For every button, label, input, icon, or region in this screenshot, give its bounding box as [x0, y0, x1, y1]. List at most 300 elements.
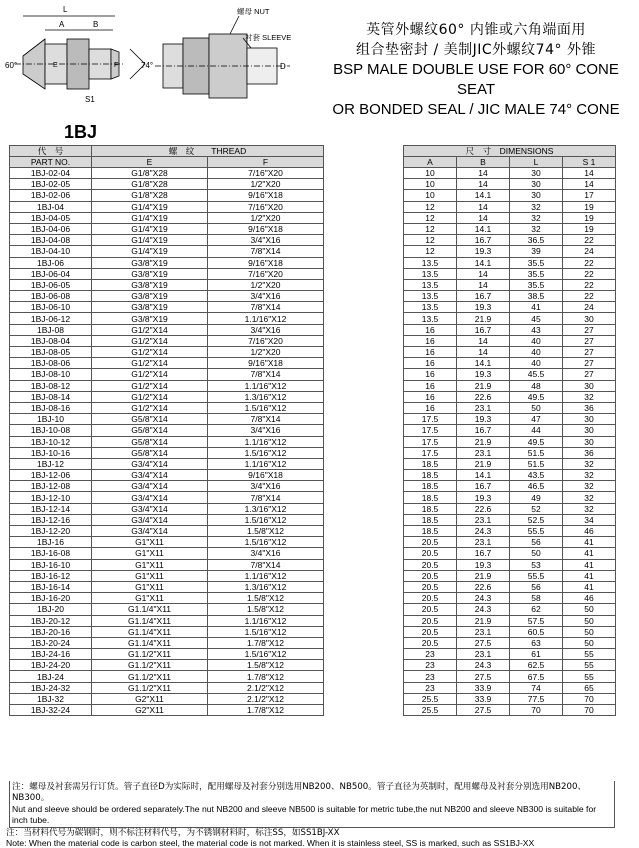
dim-S1-cell: 32	[563, 481, 616, 492]
part-no-cell: 1BJ-06-04	[10, 268, 92, 279]
dim-A-cell: 18.5	[404, 470, 457, 481]
header-code-cn: 代 号	[10, 146, 92, 157]
thread-F-cell: 2.1/2"X12	[208, 682, 324, 693]
thread-F-cell: 7/8"X14	[208, 369, 324, 380]
header-dimensions: 尺 寸 DIMENSIONS	[404, 146, 616, 157]
thread-E-cell: G1.1/2"X11	[92, 682, 208, 693]
table-row	[10, 649, 616, 660]
thread-F-cell: 1.5/8"X12	[208, 526, 324, 537]
thread-E-cell: G3/4"X14	[92, 514, 208, 525]
header-gap	[324, 146, 404, 157]
dim-A-cell: 23	[404, 660, 457, 671]
thread-F-cell: 7/16"X20	[208, 335, 324, 346]
footer-en: Note: When the material code is carbon steel, the material code is not marked. When it is stainless steel, SS is marked, such as SS1BJ-XX	[6, 838, 535, 848]
header-gap	[324, 157, 404, 168]
table-row	[10, 347, 616, 358]
gap-cell	[324, 369, 404, 380]
part-no-cell: 1BJ-08-16	[10, 402, 92, 413]
dim-A-cell: 17.5	[404, 425, 457, 436]
dim-A-cell: 17.5	[404, 414, 457, 425]
dim-B-cell: 27.5	[457, 671, 510, 682]
label-74: 74°	[141, 61, 154, 70]
thread-F-cell: 7/8"X14	[208, 492, 324, 503]
dim-B-cell: 19.3	[457, 302, 510, 313]
dim-A-cell: 13.5	[404, 313, 457, 324]
thread-F-cell: 1.5/8"X12	[208, 593, 324, 604]
label-D: D	[280, 62, 286, 71]
dim-L-cell: 77.5	[510, 693, 563, 704]
thread-F-cell: 1/2"X20	[208, 212, 324, 223]
thread-E-cell: G1/8"X28	[92, 179, 208, 190]
dim-A-cell: 20.5	[404, 604, 457, 615]
dim-S1-cell: 27	[563, 324, 616, 335]
gap-cell	[324, 492, 404, 503]
dim-L-cell: 50	[510, 548, 563, 559]
thread-E-cell: G5/8"X14	[92, 425, 208, 436]
gap-cell	[324, 425, 404, 436]
label-F: F	[114, 62, 119, 69]
thread-E-cell: G3/8"X19	[92, 302, 208, 313]
part-no-cell: 1BJ-08-05	[10, 347, 92, 358]
spec-table	[9, 145, 616, 716]
table-row	[10, 615, 616, 626]
part-no-cell: 1BJ-12-08	[10, 481, 92, 492]
dim-B-cell: 14.1	[457, 190, 510, 201]
gap-cell	[324, 637, 404, 648]
gap-cell	[324, 626, 404, 637]
thread-E-cell: G5/8"X14	[92, 414, 208, 425]
gap-cell	[324, 358, 404, 369]
table-row	[10, 559, 616, 570]
dim-B-cell: 23.1	[457, 402, 510, 413]
thread-F-cell: 7/8"X14	[208, 414, 324, 425]
table-row	[10, 705, 616, 716]
dim-S1-cell: 24	[563, 246, 616, 257]
dim-A-cell: 20.5	[404, 626, 457, 637]
dim-A-cell: 20.5	[404, 548, 457, 559]
dim-A-cell: 16	[404, 358, 457, 369]
label-60: 60°	[5, 61, 18, 70]
dim-L-cell: 49	[510, 492, 563, 503]
dim-S1-cell: 55	[563, 671, 616, 682]
part-no-cell: 1BJ-24	[10, 671, 92, 682]
dim-L-cell: 30	[510, 179, 563, 190]
thread-F-cell: 1.7/8"X12	[208, 637, 324, 648]
gap-cell	[324, 402, 404, 413]
table-row	[10, 380, 616, 391]
thread-F-cell: 1.5/8"X12	[208, 604, 324, 615]
thread-E-cell: G1"X11	[92, 548, 208, 559]
dim-A-cell: 16	[404, 347, 457, 358]
dim-A-cell: 12	[404, 223, 457, 234]
gap-cell	[324, 380, 404, 391]
dim-S1-cell: 19	[563, 223, 616, 234]
part-no-cell: 1BJ-04-05	[10, 212, 92, 223]
gap-cell	[324, 279, 404, 290]
dim-A-cell: 16	[404, 335, 457, 346]
table-row	[10, 526, 616, 537]
thread-E-cell: G1/2"X14	[92, 380, 208, 391]
part-no-cell: 1BJ-12-10	[10, 492, 92, 503]
gap-cell	[324, 391, 404, 402]
thread-F-cell: 1.3/16"X12	[208, 391, 324, 402]
dim-S1-cell: 50	[563, 604, 616, 615]
dim-L-cell: 50	[510, 402, 563, 413]
dim-B-cell: 14	[457, 279, 510, 290]
thread-F-cell: 1.5/16"X12	[208, 537, 324, 548]
thread-F-cell: 3/4"X16	[208, 481, 324, 492]
dim-L-cell: 51.5	[510, 447, 563, 458]
thread-E-cell: G3/8"X19	[92, 257, 208, 268]
gap-cell	[324, 682, 404, 693]
dim-B-cell: 19.3	[457, 369, 510, 380]
dim-B-cell: 33.9	[457, 682, 510, 693]
dim-A-cell: 12	[404, 246, 457, 257]
dim-S1-cell: 30	[563, 425, 616, 436]
thread-F-cell: 1.1/16"X12	[208, 436, 324, 447]
gap-cell	[324, 570, 404, 581]
dim-B-cell: 16.7	[457, 235, 510, 246]
dim-L-cell: 49.5	[510, 436, 563, 447]
dim-L-cell: 67.5	[510, 671, 563, 682]
table-row	[10, 201, 616, 212]
dim-B-cell: 23.1	[457, 537, 510, 548]
table-row	[10, 190, 616, 201]
dim-S1-cell: 36	[563, 447, 616, 458]
dim-A-cell: 20.5	[404, 581, 457, 592]
gap-cell	[324, 335, 404, 346]
dim-A-cell: 16	[404, 391, 457, 402]
part-no-cell: 1BJ-10-08	[10, 425, 92, 436]
part-no-cell: 1BJ-12-20	[10, 526, 92, 537]
gap-cell	[324, 168, 404, 179]
dim-B-cell: 19.3	[457, 414, 510, 425]
table-row	[10, 257, 616, 268]
header-A: A	[404, 157, 457, 168]
thread-E-cell: G1.1/4"X11	[92, 626, 208, 637]
title-cn-2: 组合垫密封 / 美制JIC外螺纹74° 外锥	[356, 42, 596, 58]
table-row	[10, 425, 616, 436]
thread-F-cell: 1.1/16"X12	[208, 615, 324, 626]
dim-L-cell: 56	[510, 537, 563, 548]
table-row	[10, 593, 616, 604]
gap-cell	[324, 324, 404, 335]
table-row	[10, 447, 616, 458]
gap-cell	[324, 458, 404, 469]
dim-S1-cell: 32	[563, 391, 616, 402]
dim-S1-cell: 50	[563, 637, 616, 648]
part-no-cell: 1BJ-20	[10, 604, 92, 615]
dim-S1-cell: 14	[563, 168, 616, 179]
thread-E-cell: G3/8"X19	[92, 268, 208, 279]
gap-cell	[324, 212, 404, 223]
header-thread: 螺 纹 THREAD	[92, 146, 324, 157]
dim-L-cell: 62.5	[510, 660, 563, 671]
part-no-cell: 1BJ-12	[10, 458, 92, 469]
dim-S1-cell: 30	[563, 436, 616, 447]
part-no-cell: 1BJ-06-08	[10, 291, 92, 302]
header	[0, 0, 639, 140]
dim-L-cell: 47	[510, 414, 563, 425]
dim-A-cell: 18.5	[404, 481, 457, 492]
thread-F-cell: 7/8"X14	[208, 246, 324, 257]
part-no-cell: 1BJ-16-14	[10, 581, 92, 592]
dim-L-cell: 43.5	[510, 470, 563, 481]
dim-L-cell: 58	[510, 593, 563, 604]
dim-B-cell: 23.1	[457, 649, 510, 660]
part-no-cell: 1BJ-06-05	[10, 279, 92, 290]
dim-B-cell: 24.3	[457, 660, 510, 671]
dim-B-cell: 21.9	[457, 380, 510, 391]
thread-E-cell: G1"X11	[92, 537, 208, 548]
dim-B-cell: 19.3	[457, 559, 510, 570]
table-row	[10, 335, 616, 346]
dim-B-cell: 14	[457, 179, 510, 190]
table-row	[10, 693, 616, 704]
table-row	[10, 302, 616, 313]
thread-F-cell: 1.1/16"X12	[208, 313, 324, 324]
dim-B-cell: 14.1	[457, 223, 510, 234]
dim-L-cell: 32	[510, 201, 563, 212]
thread-E-cell: G1/2"X14	[92, 324, 208, 335]
model-title: 1BJ	[64, 122, 98, 142]
part-no-cell: 1BJ-02-06	[10, 190, 92, 201]
gap-cell	[324, 548, 404, 559]
thread-F-cell: 1/2"X20	[208, 179, 324, 190]
thread-E-cell: G1.1/4"X11	[92, 604, 208, 615]
gap-cell	[324, 235, 404, 246]
dim-B-cell: 14	[457, 335, 510, 346]
part-no-cell: 1BJ-10-16	[10, 447, 92, 458]
dim-B-cell: 16.7	[457, 481, 510, 492]
dim-S1-cell: 36	[563, 402, 616, 413]
thread-F-cell: 1.5/8"X12	[208, 660, 324, 671]
dim-L-cell: 51.5	[510, 458, 563, 469]
thread-F-cell: 1.3/16"X12	[208, 503, 324, 514]
table-row	[10, 391, 616, 402]
dim-L-cell: 63	[510, 637, 563, 648]
dim-S1-cell: 41	[563, 537, 616, 548]
thread-E-cell: G5/8"X14	[92, 436, 208, 447]
dim-B-cell: 22.6	[457, 391, 510, 402]
dim-B-cell: 33.9	[457, 693, 510, 704]
thread-F-cell: 3/4"X16	[208, 548, 324, 559]
thread-E-cell: G1.1/4"X11	[92, 615, 208, 626]
dim-L-cell: 46.5	[510, 481, 563, 492]
part-no-cell: 1BJ-04	[10, 201, 92, 212]
footer-cn: 注：当材料代号为碳钢时，则不标注材料代号，为不锈钢材料时，标注SS，如SS1BJ-XX	[6, 828, 340, 838]
dim-A-cell: 13.5	[404, 291, 457, 302]
dim-L-cell: 45.5	[510, 369, 563, 380]
note-en: Nut and sleeve should be ordered separately.The nut NB200 and sleeve NB500 is suitable for metric tube,the nut NB200 and sleeve NB300 is suitable for inch tube.	[12, 804, 597, 825]
part-no-cell: 1BJ-08-06	[10, 358, 92, 369]
label-E: E	[53, 62, 58, 69]
dim-L-cell: 43	[510, 324, 563, 335]
dim-B-cell: 19.3	[457, 246, 510, 257]
part-no-cell: 1BJ-04-10	[10, 246, 92, 257]
part-no-cell: 1BJ-32-24	[10, 705, 92, 716]
thread-E-cell: G1.1/2"X11	[92, 660, 208, 671]
dim-S1-cell: 22	[563, 257, 616, 268]
dim-L-cell: 62	[510, 604, 563, 615]
gap-cell	[324, 649, 404, 660]
gap-cell	[324, 436, 404, 447]
table-row	[10, 313, 616, 324]
title-block	[318, 20, 634, 120]
dim-S1-cell: 32	[563, 458, 616, 469]
part-no-cell: 1BJ-32	[10, 693, 92, 704]
label-L: L	[63, 5, 68, 14]
dim-L-cell: 40	[510, 347, 563, 358]
thread-E-cell: G1.1/4"X11	[92, 637, 208, 648]
dim-S1-cell: 55	[563, 660, 616, 671]
dim-L-cell: 38.5	[510, 291, 563, 302]
thread-F-cell: 1.5/16"X12	[208, 514, 324, 525]
dim-B-cell: 21.9	[457, 570, 510, 581]
dim-L-cell: 35.5	[510, 268, 563, 279]
dim-S1-cell: 27	[563, 369, 616, 380]
table-row	[10, 291, 616, 302]
dim-S1-cell: 30	[563, 380, 616, 391]
label-sleeve: 衬套 SLEEVE	[245, 33, 292, 42]
dim-S1-cell: 17	[563, 190, 616, 201]
dim-S1-cell: 24	[563, 302, 616, 313]
dim-A-cell: 20.5	[404, 615, 457, 626]
gap-cell	[324, 503, 404, 514]
thread-E-cell: G1/2"X14	[92, 391, 208, 402]
dim-L-cell: 35.5	[510, 279, 563, 290]
dim-A-cell: 18.5	[404, 514, 457, 525]
part-no-cell: 1BJ-16-20	[10, 593, 92, 604]
footer-note	[6, 826, 534, 848]
dim-B-cell: 14	[457, 168, 510, 179]
dim-B-cell: 16.7	[457, 324, 510, 335]
thread-F-cell: 1.5/16"X12	[208, 402, 324, 413]
title-en-1: BSP MALE DOUBLE USE FOR 60° CONE SEAT	[333, 61, 619, 98]
dim-A-cell: 10	[404, 190, 457, 201]
thread-E-cell: G1"X11	[92, 570, 208, 581]
thread-F-cell: 1.5/16"X12	[208, 649, 324, 660]
thread-E-cell: G1/8"X28	[92, 168, 208, 179]
table-row	[10, 660, 616, 671]
table-row	[10, 324, 616, 335]
gap-cell	[324, 347, 404, 358]
dim-S1-cell: 41	[563, 581, 616, 592]
thread-E-cell: G5/8"X14	[92, 447, 208, 458]
dim-L-cell: 55.5	[510, 570, 563, 581]
dim-A-cell: 17.5	[404, 436, 457, 447]
gap-cell	[324, 660, 404, 671]
thread-E-cell: G1/4"X19	[92, 212, 208, 223]
dim-L-cell: 49.5	[510, 391, 563, 402]
dim-A-cell: 20.5	[404, 570, 457, 581]
dim-B-cell: 27.5	[457, 637, 510, 648]
gap-cell	[324, 604, 404, 615]
header-S1: S 1	[563, 157, 616, 168]
thread-F-cell: 7/16"X20	[208, 201, 324, 212]
dim-L-cell: 53	[510, 559, 563, 570]
thread-F-cell: 1.1/16"X12	[208, 380, 324, 391]
gap-cell	[324, 470, 404, 481]
dim-B-cell: 14	[457, 212, 510, 223]
dim-L-cell: 60.5	[510, 626, 563, 637]
part-no-cell: 1BJ-16	[10, 537, 92, 548]
dim-L-cell: 52	[510, 503, 563, 514]
dim-S1-cell: 46	[563, 593, 616, 604]
part-no-cell: 1BJ-16-10	[10, 559, 92, 570]
part-no-cell: 1BJ-02-04	[10, 168, 92, 179]
title-en-2: OR BONDED SEAL / JIC MALE 74° CONE	[332, 101, 620, 118]
header-part-no: PART NO.	[10, 157, 92, 168]
dim-S1-cell: 50	[563, 626, 616, 637]
dim-S1-cell: 70	[563, 705, 616, 716]
table-body	[10, 168, 616, 716]
part-no-cell: 1BJ-08-12	[10, 380, 92, 391]
dim-B-cell: 21.9	[457, 615, 510, 626]
dim-S1-cell: 27	[563, 347, 616, 358]
thread-E-cell: G3/8"X19	[92, 291, 208, 302]
thread-F-cell: 7/8"X14	[208, 302, 324, 313]
dim-B-cell: 14	[457, 201, 510, 212]
dim-A-cell: 18.5	[404, 526, 457, 537]
label-B: B	[93, 20, 99, 29]
gap-cell	[324, 671, 404, 682]
dim-L-cell: 41	[510, 302, 563, 313]
dim-S1-cell: 70	[563, 693, 616, 704]
gap-cell	[324, 526, 404, 537]
dim-S1-cell: 19	[563, 212, 616, 223]
dim-A-cell: 10	[404, 168, 457, 179]
part-no-cell: 1BJ-10-12	[10, 436, 92, 447]
dim-A-cell: 13.5	[404, 302, 457, 313]
table-row	[10, 212, 616, 223]
dim-B-cell: 22.6	[457, 503, 510, 514]
gap-cell	[324, 615, 404, 626]
table-row	[10, 682, 616, 693]
header-row-1	[10, 146, 616, 157]
part-no-cell: 1BJ-20-16	[10, 626, 92, 637]
dim-S1-cell: 46	[563, 526, 616, 537]
gap-cell	[324, 514, 404, 525]
dim-L-cell: 74	[510, 682, 563, 693]
thread-E-cell: G3/4"X14	[92, 458, 208, 469]
gap-cell	[324, 291, 404, 302]
dim-S1-cell: 34	[563, 514, 616, 525]
gap-cell	[324, 481, 404, 492]
dim-S1-cell: 32	[563, 503, 616, 514]
dim-B-cell: 14.1	[457, 257, 510, 268]
thread-F-cell: 7/16"X20	[208, 168, 324, 179]
gap-cell	[324, 268, 404, 279]
dim-A-cell: 12	[404, 212, 457, 223]
dim-A-cell: 18.5	[404, 458, 457, 469]
part-no-cell: 1BJ-06-10	[10, 302, 92, 313]
dim-S1-cell: 30	[563, 313, 616, 324]
part-no-cell: 1BJ-04-06	[10, 223, 92, 234]
dim-L-cell: 70	[510, 705, 563, 716]
label-nut: 螺母 NUT	[237, 7, 270, 16]
table-row	[10, 481, 616, 492]
table-row	[10, 358, 616, 369]
part-no-cell: 1BJ-20-24	[10, 637, 92, 648]
gap-cell	[324, 201, 404, 212]
dim-A-cell: 13.5	[404, 279, 457, 290]
dim-S1-cell: 50	[563, 615, 616, 626]
table-row	[10, 637, 616, 648]
dim-A-cell: 25.5	[404, 705, 457, 716]
dim-A-cell: 20.5	[404, 593, 457, 604]
table-row	[10, 537, 616, 548]
